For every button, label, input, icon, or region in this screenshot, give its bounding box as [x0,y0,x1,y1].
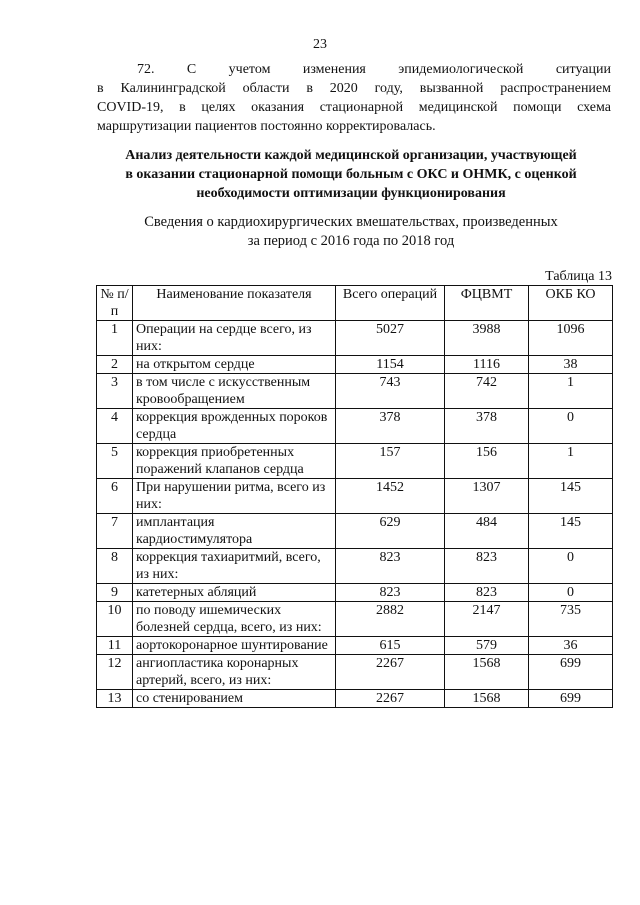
header-fcvmt: ФЦВМТ [445,286,529,321]
heading-line-2: в оказании стационарной помощи больным с ОКС и ОНМК, с оценкой [125,167,577,182]
row-okb: 36 [529,637,613,655]
section-heading [80,146,622,203]
paragraph-line-3: COVID-19, в целях оказания стационарной медицинской помощи схема [97,100,611,115]
row-indicator: в том числе с искусственным кровообращением [133,374,336,409]
row-total: 743 [336,374,445,409]
row-total: 615 [336,637,445,655]
row-fcvmt: 1568 [445,690,529,708]
row-number: 9 [97,584,133,602]
row-okb: 145 [529,514,613,549]
row-fcvmt: 484 [445,514,529,549]
row-okb: 38 [529,356,613,374]
para-word: С [186,62,197,77]
caption-line-1: Сведения о кардиохирургических вмешательствах, произведенных [144,214,558,230]
table-row [97,356,613,374]
row-number: 1 [97,321,133,356]
table-row [97,637,613,655]
row-number: 7 [97,514,133,549]
row-indicator: имплантация кардиостимулятора [133,514,336,549]
row-indicator: со стенированием [133,690,336,708]
row-okb: 1 [529,374,613,409]
header-name: Наименование показателя [133,286,336,321]
row-indicator: катетерных абляций [133,584,336,602]
row-okb: 699 [529,655,613,690]
heading-line-1: Анализ деятельности каждой медицинской организации, участвующей [125,148,577,163]
row-number: 11 [97,637,133,655]
row-total: 378 [336,409,445,444]
row-fcvmt: 823 [445,549,529,584]
row-okb: 145 [529,479,613,514]
header-okb: ОКБ КО [529,286,613,321]
para-word: эпидемиологической [398,62,524,77]
page-number: 23 [313,37,327,52]
row-total: 2267 [336,655,445,690]
row-okb: 735 [529,602,613,637]
row-number: 5 [97,444,133,479]
row-fcvmt: 1116 [445,356,529,374]
table-row [97,549,613,584]
table-row [97,655,613,690]
row-total: 823 [336,549,445,584]
row-fcvmt: 3988 [445,321,529,356]
paragraph-line-1 [97,60,611,79]
row-okb: 0 [529,549,613,584]
table-row [97,444,613,479]
row-okb: 699 [529,690,613,708]
row-total: 823 [336,584,445,602]
table-row [97,479,613,514]
row-fcvmt: 823 [445,584,529,602]
row-number: 10 [97,602,133,637]
row-okb: 1 [529,444,613,479]
row-fcvmt: 378 [445,409,529,444]
row-fcvmt: 742 [445,374,529,409]
row-total: 1154 [336,356,445,374]
row-indicator: по поводу ишемических болезней сердца, всего, из них: [133,602,336,637]
paragraph-72 [97,60,611,136]
row-number: 6 [97,479,133,514]
row-indicator: аортокоронарное шунтирование [133,637,336,655]
table-row [97,514,613,549]
caption-line-2: за период с 2016 года по 2018 год [247,233,455,249]
table-label: Таблица 13 [545,269,612,284]
table-row [97,584,613,602]
row-indicator: Операции на сердце всего, из них: [133,321,336,356]
table-row [97,602,613,637]
row-indicator: ангиопластика коронарных артерий, всего, из них: [133,655,336,690]
table-row [97,409,613,444]
row-number: 4 [97,409,133,444]
row-indicator: При нарушении ритма, всего из них: [133,479,336,514]
row-number: 13 [97,690,133,708]
para-word: ситуации [555,62,611,77]
para-word: учетом [228,62,271,77]
row-okb: 1096 [529,321,613,356]
header-total: Всего операций [336,286,445,321]
table-row [97,374,613,409]
row-indicator: на открытом сердце [133,356,336,374]
row-total: 157 [336,444,445,479]
row-okb: 0 [529,584,613,602]
row-fcvmt: 579 [445,637,529,655]
table-caption [80,213,622,251]
row-fcvmt: 156 [445,444,529,479]
table-header-row [97,286,613,321]
row-number: 2 [97,356,133,374]
surgery-table [96,285,613,708]
paragraph-line-4: маршрутизации пациентов постоянно корректировалась. [97,119,436,134]
table-row [97,321,613,356]
paragraph-line-2: в Калининградской области в 2020 году, вызванной распространением [97,81,611,96]
row-total: 629 [336,514,445,549]
row-number: 8 [97,549,133,584]
row-total: 2882 [336,602,445,637]
row-total: 1452 [336,479,445,514]
row-total: 2267 [336,690,445,708]
row-indicator: коррекция тахиаритмий, всего, из них: [133,549,336,584]
row-total: 5027 [336,321,445,356]
heading-line-3: необходимости оптимизации функционирования [196,186,506,201]
para-word: изменения [302,62,366,77]
row-fcvmt: 1307 [445,479,529,514]
row-okb: 0 [529,409,613,444]
row-fcvmt: 1568 [445,655,529,690]
row-fcvmt: 2147 [445,602,529,637]
row-number: 3 [97,374,133,409]
header-num: № п/п [97,286,133,321]
para-word: 72. [137,62,155,77]
row-number: 12 [97,655,133,690]
row-indicator: коррекция врожденных пороков сердца [133,409,336,444]
table-row [97,690,613,708]
row-indicator: коррекция приобретенных поражений клапанов сердца [133,444,336,479]
